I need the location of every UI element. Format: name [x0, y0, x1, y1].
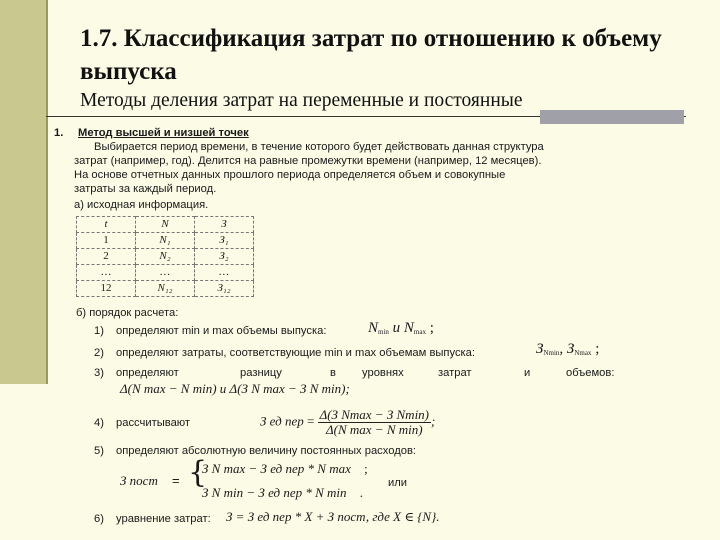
- formula-subscript: min: [378, 328, 389, 336]
- step-3-word: объемов:: [566, 367, 615, 379]
- step-3-word: и: [524, 367, 531, 379]
- table-cell: З₁₂: [195, 281, 254, 297]
- formula-subscript: max: [413, 328, 426, 336]
- calc-order-label: б) порядок расчета:: [76, 307, 179, 319]
- step-1-number: 1): [94, 325, 104, 337]
- table-cell: З₁: [195, 233, 254, 249]
- formula-symbol: З: [566, 341, 575, 357]
- formula-symbol: N: [403, 320, 414, 336]
- step-4-number: 4): [94, 417, 104, 429]
- table-header-cell: N: [136, 217, 195, 233]
- formula-lhs: З ед пер: [260, 413, 304, 429]
- step-3-word: разницу: [240, 367, 282, 379]
- formula-end: ;: [595, 341, 600, 357]
- paragraph-line-4: затраты за каждый период.: [74, 183, 217, 195]
- step-3-word: уровнях: [362, 367, 404, 379]
- formula-fraction: [318, 408, 431, 437]
- step-5-number: 5): [94, 445, 104, 457]
- paragraph-line-2: затрат (например, год). Делится на равные промежутки времени (например, 12 месяцев).: [74, 155, 542, 167]
- step-4-formula: З ед пер = $\frac{\text{Δ(З Nmax − З Nmin)}}{\text{Δ(N max − N min)}}$ ;: [260, 407, 436, 437]
- formula-symbol: N: [368, 320, 379, 336]
- step-1-text: определяют min и max объемы выпуска:: [116, 325, 327, 337]
- fraction-numerator: Δ(З Nmax − З Nmin): [319, 407, 430, 422]
- table-cell: 12: [77, 281, 136, 297]
- divider-accent-block: [540, 110, 684, 124]
- table-header-row: [77, 217, 254, 233]
- step-5-equals: =: [172, 473, 180, 488]
- step-5-line-2: [202, 486, 363, 501]
- paragraph-line-3: На основе отчетных данных прошлого периода определяется объем и совокупные: [74, 169, 506, 181]
- method-title: Метод высшей и низшей точек: [78, 127, 249, 139]
- table-cell: …: [77, 265, 136, 281]
- table-cell: N₁₂: [136, 281, 195, 297]
- table-header-cell: t: [77, 217, 136, 233]
- formula-symbol: З: [536, 341, 544, 357]
- formula-line: З N max − З ед пер * N max: [202, 461, 351, 476]
- table-row: [77, 281, 254, 297]
- formula-end: .: [359, 485, 364, 500]
- formula-line: З N min − З ед пер * N min: [202, 485, 347, 500]
- table-cell: 2: [77, 249, 136, 265]
- formula-subscript: Nmin: [543, 349, 560, 357]
- step-3-word: затрат: [438, 367, 472, 379]
- left-accent-line: [46, 0, 48, 384]
- slide-title: 1.7. Классификация затрат по отношению к объему выпуска: [80, 25, 662, 85]
- step-5-text: определяют абсолютную величину постоянных расходов:: [116, 445, 417, 457]
- table-row: [77, 265, 254, 281]
- table-row: [77, 233, 254, 249]
- step-2-number: 2): [94, 347, 104, 359]
- scanned-document: [54, 126, 654, 536]
- formula-end: ;: [364, 461, 368, 476]
- table-cell: N₂: [136, 249, 195, 265]
- table-row: [77, 249, 254, 265]
- source-data-table: [76, 216, 254, 297]
- fraction-denominator: Δ(N max − N min): [326, 422, 423, 437]
- source-info-label: а) исходная информация.: [74, 199, 209, 211]
- formula-subscript: Nmax: [574, 349, 592, 357]
- table-cell: …: [136, 265, 195, 281]
- step-5-brace: {: [188, 455, 208, 490]
- table-cell: З₂: [195, 249, 254, 265]
- step-3-word: в: [330, 367, 336, 379]
- step-2-formula: $З_{Nmin}$, $З_{Nmax}$ ;: [536, 341, 600, 357]
- step-3-word: определяют: [116, 367, 179, 379]
- item-number: 1.: [54, 127, 64, 139]
- step-6-number: 6): [94, 513, 104, 525]
- table-cell: 1: [77, 233, 136, 249]
- step-1-formula: [368, 321, 434, 340]
- table-header-cell: З: [195, 217, 254, 233]
- table-cell: …: [195, 265, 254, 281]
- paragraph-line-1: Выбирается период времени, в течение которого будет действовать данная структура: [94, 141, 544, 153]
- step-3-number: 3): [94, 367, 104, 379]
- step-5-or: или: [388, 477, 408, 489]
- formula-and: и: [392, 320, 401, 336]
- slide-subtitle: Методы деления затрат на переменные и постоянные: [80, 90, 523, 111]
- table-cell: N₁: [136, 233, 195, 249]
- formula-end: ;: [429, 320, 434, 336]
- step-2-text: определяют затраты, соответствующие min и max объемам выпуска:: [116, 347, 476, 359]
- step-3-formula: Δ(N max − N min) и Δ(З N max − З N min);: [120, 381, 350, 396]
- step-4-text: рассчитывают: [116, 417, 191, 429]
- step-6-text: уравнение затрат:: [116, 513, 211, 525]
- left-accent-band: [0, 0, 46, 384]
- step-5-line-1: [202, 462, 368, 477]
- step-5-lhs: З пост: [120, 473, 158, 488]
- step-6-formula: З = З ед пер * X + З пост, где X ∈ {N}.: [226, 509, 440, 524]
